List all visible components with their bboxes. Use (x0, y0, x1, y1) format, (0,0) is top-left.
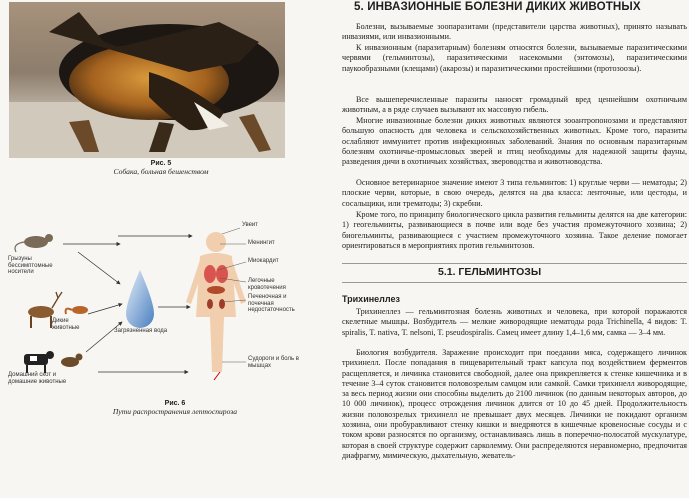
label-cramps: Судороги и боль в мышцах (248, 356, 299, 369)
human-body-icon (186, 232, 246, 380)
cow-icon (24, 351, 54, 373)
label-lung: Легочные кровотечения (248, 278, 286, 291)
rodent-icon (15, 234, 53, 252)
label-water: Загрязненная вода (114, 328, 168, 334)
figure-5-caption (36, 160, 286, 176)
figure-6-number: Рис. 6 (164, 400, 186, 407)
label-uveit: Увеит (242, 222, 259, 228)
dog-illustration (9, 2, 285, 158)
figure-6-caption (50, 400, 300, 416)
figure-5-text: Собака, больная бешенством (113, 167, 209, 176)
left-page (0, 0, 338, 498)
label-domestic: Домашний скот и домашние животные (8, 372, 67, 385)
trichinellosis-paragraph-1: Трихинеллез — гельминтозная болезнь животных и человека, при которой поражаются скелетные мышцы. Возбудитель — мелкие живородящие нематоды рода Trichinella, 4 видов: T. spiralis, T. nativa, T. nelsoni, T. pseudospiralis. Самец имеет длину 1,4–1,6 мм, самка — 3–4 мм. (342, 307, 687, 337)
paragraph-5: Основное ветеринарное значение имеют 3 типа гельминтов: 1) круглые черви — нематоды; 2) плоские черви, которые, в свою очередь, делятся на два класса: ленточные, или цестоды, и сосальщики, или трематоды; 3) скребни. (342, 178, 687, 208)
figure-5-number: Рис. 5 (150, 160, 172, 167)
paragraph-4: Многие инвазионные болезни диких животных являются зооантропонозами и представляют большую опасность для человека и сельскохозяйственных животных. Кроме того, паразиты ослабляют иммунитет против инфекционных заболеваний. Знания по основным паразитарным болезням охотничье-промысловых зверей и птиц необходимы для надежной защиты фауны, разведения дичи в охотничьих хозяйствах, звероводства и животноводства. (342, 116, 687, 167)
label-meningit: Менингит (248, 240, 275, 246)
section-divider (342, 263, 687, 264)
subsection-heading: Трихинеллез (342, 294, 400, 304)
water-drop-icon (126, 270, 154, 328)
dog-icon (61, 354, 83, 368)
label-wild: Дикие животные (52, 318, 80, 331)
right-page (342, 0, 687, 498)
rabid-dog-photo (9, 2, 285, 158)
chapter-title: 5. ИНВАЗИОННЫЕ БОЛЕЗНИ ДИКИХ ЖИВОТНЫХ (354, 0, 641, 13)
trichinellosis-paragraph-2: Биология возбудителя. Заражение происходит при поедании мяса, содержащего личинок трихинелл. После попадания в пищеварительный тракт капсула под воздействием ферментов расщепляется, и личинка становится свободной, далее она прикрепляется к стенке кишечника и в течение 3–4 суток становится половозрелым самцом или самкой. Самки трихинелл живородящие, за весь период жизни они способны выделить до 2100 личинок (по данным некоторых авторов, до 10 000 личинок), процесс отрождения личинок длится от 10 до 45 дней. Продолжительность жизни половозрелых трихинелл не превышает двух месяцев. Личинки не покидают организм хозяина, они пробуравливают стенку кишки и внедряются в кишечные кровеносные сосуды и с током крови разносятся по организму, останавливаясь лишь в поперечно-полосатой мускулатуре, которая в своей структуре содержит сарколемму. Они распределяются неравномерно, предпочитая диафрагму, мимическую, дыхательную, жеватель- (342, 348, 687, 460)
section-heading: 5.1. ГЕЛЬМИНТОЗЫ (438, 266, 542, 278)
label-myokardit: Миокардит (248, 258, 279, 264)
section-divider-bottom (342, 282, 687, 283)
fox-icon (66, 306, 88, 314)
paragraph-1: Болезни, вызываемые зоопаразитами (представители царства животных), принято называть инвазиями, или инвазионными. (342, 22, 687, 42)
paragraph-2: К инвазионным (паразитарным) болезням относятся болезни, вызываемые паразитическими червями (гельминтозы), паразитическими насекомыми (энтомозы), паразитическими паукообразными (клещами) (акарозы) и паразитическими простейшими (протозоозы). (342, 43, 687, 73)
leptospirosis-diagram (8, 222, 328, 392)
paragraph-6: Кроме того, по принципу биологического цикла развития гельминты делятся на две категории: 1) геогельминты, развивающиеся в почве или воде без участия промежуточного хозяина; 2) биогельминты, развивающиеся с участием промежуточного хозяина. Такое деление помогает ориентироваться в мероприятиях против гельминтозов. (342, 210, 687, 250)
figure-6-text: Пути распространения лептоспироза (112, 407, 238, 416)
paragraph-3: Все вышеперечисленные паразиты наносят громадный вред ценнейшим охотничьим животным, а в ряде случаев вызывают их массовую гибель. (342, 95, 687, 115)
label-rodents: Грызуны бессимптомные носители (8, 256, 53, 276)
label-kidney: Печеночная и почечная недостаточность (248, 294, 295, 314)
